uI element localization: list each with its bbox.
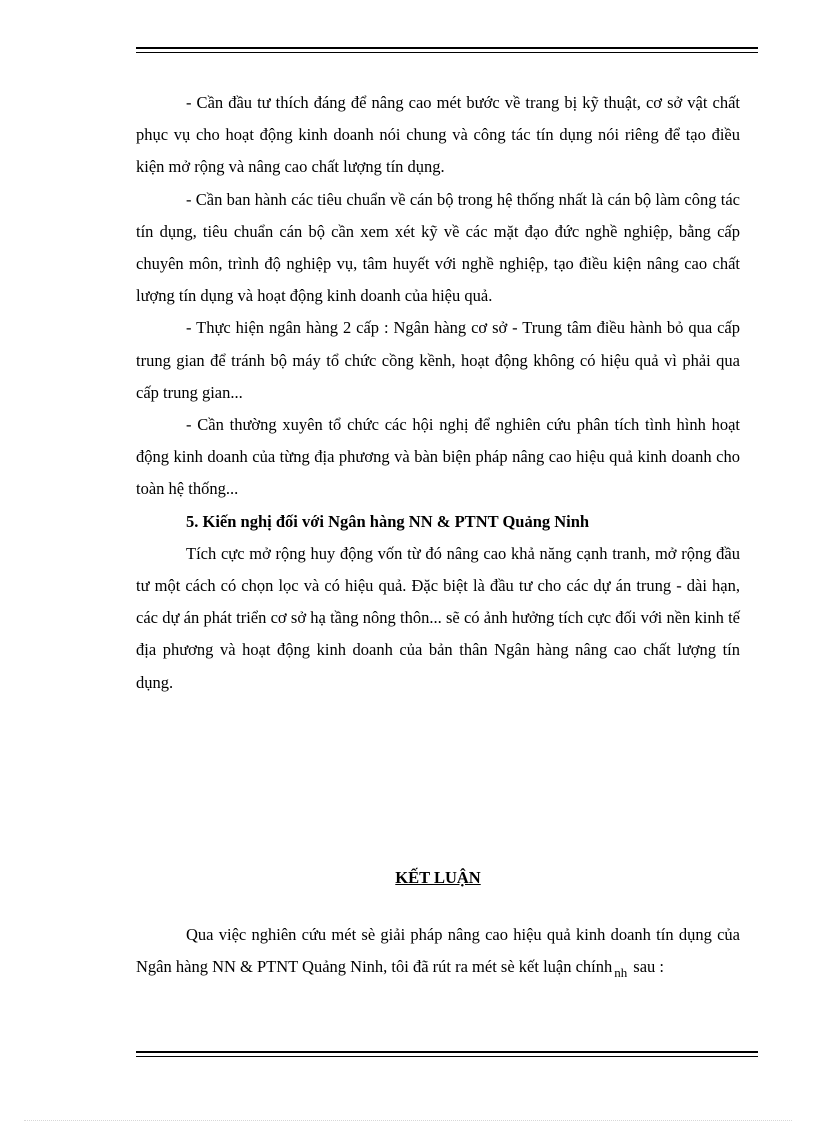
paragraph-3: - Thực hiện ngân hàng 2 cấp : Ngân hàng cơ sở - Trung tâm điều hành bỏ qua cấp trung gian để tránh bộ máy tổ chức cồng kềnh, hoạt động không có hiệu quả vì phải qua cấp trung gian... [136,318,740,402]
footer-rule [136,1051,758,1057]
conclusion-text-sub: nh [614,965,628,981]
conclusion-text-end: sau : [633,957,664,977]
header-rule [136,47,758,53]
conclusion-paragraph [136,919,740,984]
paragraph-4: - Cần thường xuyên tổ chức các hội nghị để nghiên cứu phân tích tình hình hoạt động kinh doanh của từng địa phương và bàn biện pháp nâng cao hiệu quả kinh doanh cho toàn hệ thống... [136,415,740,499]
conclusion-body [136,919,740,984]
document-body [136,87,740,699]
paragraph-2: - Cần ban hành các tiêu chuẩn về cán bộ trong hệ thống nhất là cán bộ làm công tác tín dụng, tiêu chuẩn cán bộ cần xem xét kỹ về các mặt đạo đức nghề nghiệp, bằng cấp chuyên môn, trình độ nghiệp vụ, tâm huyết với nghề nghiệp, tạo điều kiện nâng cao chất lượng tín dụng và hoạt động kinh doanh của hiệu quả. [136,189,740,306]
section-paragraph: Tích cực mở rộng huy động vốn từ đó nâng cao khả năng cạnh tranh, mở rộng đầu tư một cách có chọn lọc và có hiệu quả. Đặc biệt là đầu tư cho các dự án trung - dài hạn, các dự án phát triển cơ sở hạ tầng nông thôn... sẽ có ảnh hưởng tích cực đối với nền kinh tế địa phương và hoạt động kinh doanh của bản thân Ngân hàng nâng cao chất lượng tín dụng. [136,543,740,692]
conclusion-title: KẾT LUẬN [395,868,481,887]
page-edge-dots [24,1120,792,1121]
section-heading: 5. Kiến nghị đối với Ngân hàng NN & PTNT Quảng Ninh [186,511,590,531]
conclusion-text-main: Qua việc nghiên cứu mét sè giải pháp nâng cao hiệu quả kinh doanh tín dụng của Ngân hàng NN & PTNT Quảng Ninh, tôi đã rút ra mét sè kết luận chính [136,925,740,977]
paragraph-1: - Cần đầu tư thích đáng để nâng cao mét bước về trang bị kỹ thuật, cơ sở vật chất phục vụ cho hoạt động kinh doanh nói chung và công tác tín dụng nói riêng để tạo điều kiện mở rộng và nâng cao chất lượng tín dụng. [136,93,740,177]
